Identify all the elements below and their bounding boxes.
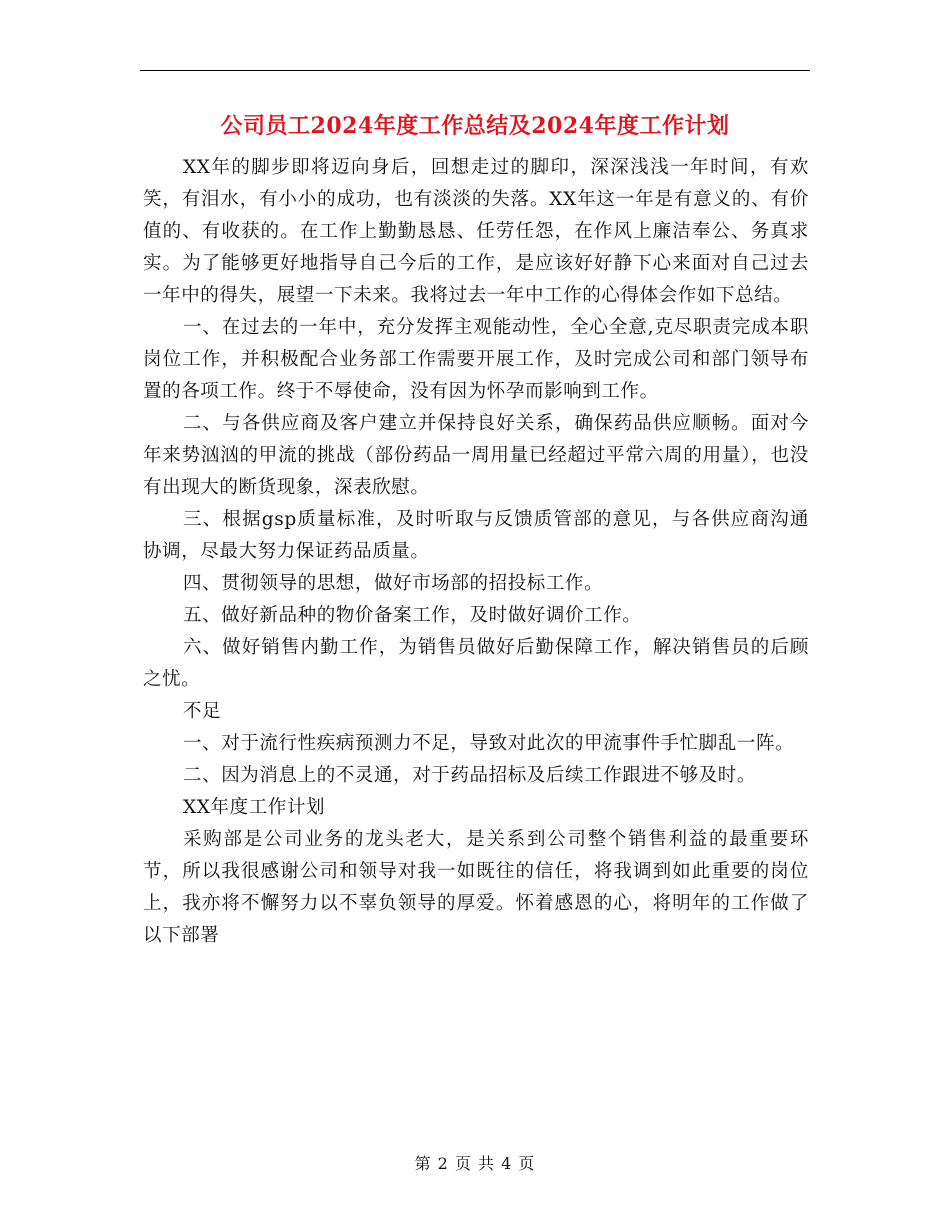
paragraph-item-2: 二、与各供应商及客户建立并保持良好关系，确保药品供应顺畅。面对今年来势汹汹的甲流的挑战（部份药品一周用量已经超过平常六周的用量），也没有出现大的断货现象，深表欣慰。: [143, 413, 809, 498]
paragraph-intro: XX年的脚步即将迈向身后，回想走过的脚印，深深浅浅一年时间，有欢笑，有泪水，有小小的成功，也有淡淡的失落。XX年这一年是有意义的、有价值的、有收获的。在工作上勤勤恳恳、任劳任怨，在作风上廉洁奉公、务真求实。为了能够更好地指导自己今后的工作，是应该好好静下心来面对自己过去一年中的得失，展望一下未来。我将过去一年中工作的心得体会作如下总结。: [143, 157, 809, 306]
header-rule: [140, 70, 810, 71]
page-number-footer: 第 2 页 共 4 页: [414, 1154, 536, 1173]
paragraph-item-3: 三、根据gsp质量标准，及时听取与反馈质管部的意见，与各供应商沟通协调，尽最大努力保证药品质量。: [143, 509, 809, 562]
paragraph-shortcoming-1: 一、对于流行性疾病预测力不足，导致对此次的甲流事件手忙脚乱一阵。: [183, 733, 795, 754]
section-heading-shortcomings: 不足: [183, 701, 222, 722]
paragraph-item-4: 四、贯彻领导的思想，做好市场部的招投标工作。: [183, 573, 604, 594]
document-body: [143, 152, 809, 952]
document-title: 公司员工2024年度工作总结及2024年度工作计划: [220, 113, 730, 139]
paragraph-plan-intro: 采购部是公司业务的龙头老大，是关系到公司整个销售利益的最重要环节，所以我很感谢公司和领导对我一如既往的信任，将我调到如此重要的岗位上，我亦将不懈努力以不辜负领导的厚爱。怀着感恩的心，将明年的工作做了以下部署: [143, 829, 809, 946]
paragraph-item-1: 一、在过去的一年中，充分发挥主观能动性，全心全意,克尽职责完成本职岗位工作，并积极配合业务部工作需要开展工作，及时完成公司和部门领导布置的各项工作。终于不辱使命，没有因为怀孕而影响到工作。: [143, 317, 809, 402]
paragraph-item-5: 五、做好新品种的物价备案工作，及时做好调价工作。: [183, 605, 642, 626]
paragraph-shortcoming-2: 二、因为消息上的不灵通，对于药品招标及后续工作跟进不够及时。: [183, 765, 757, 786]
paragraph-item-6: 六、做好销售内勤工作，为销售员做好后勤保障工作，解决销售员的后顾之忧。: [143, 637, 809, 690]
section-heading-plan: XX年度工作计划: [183, 797, 326, 818]
